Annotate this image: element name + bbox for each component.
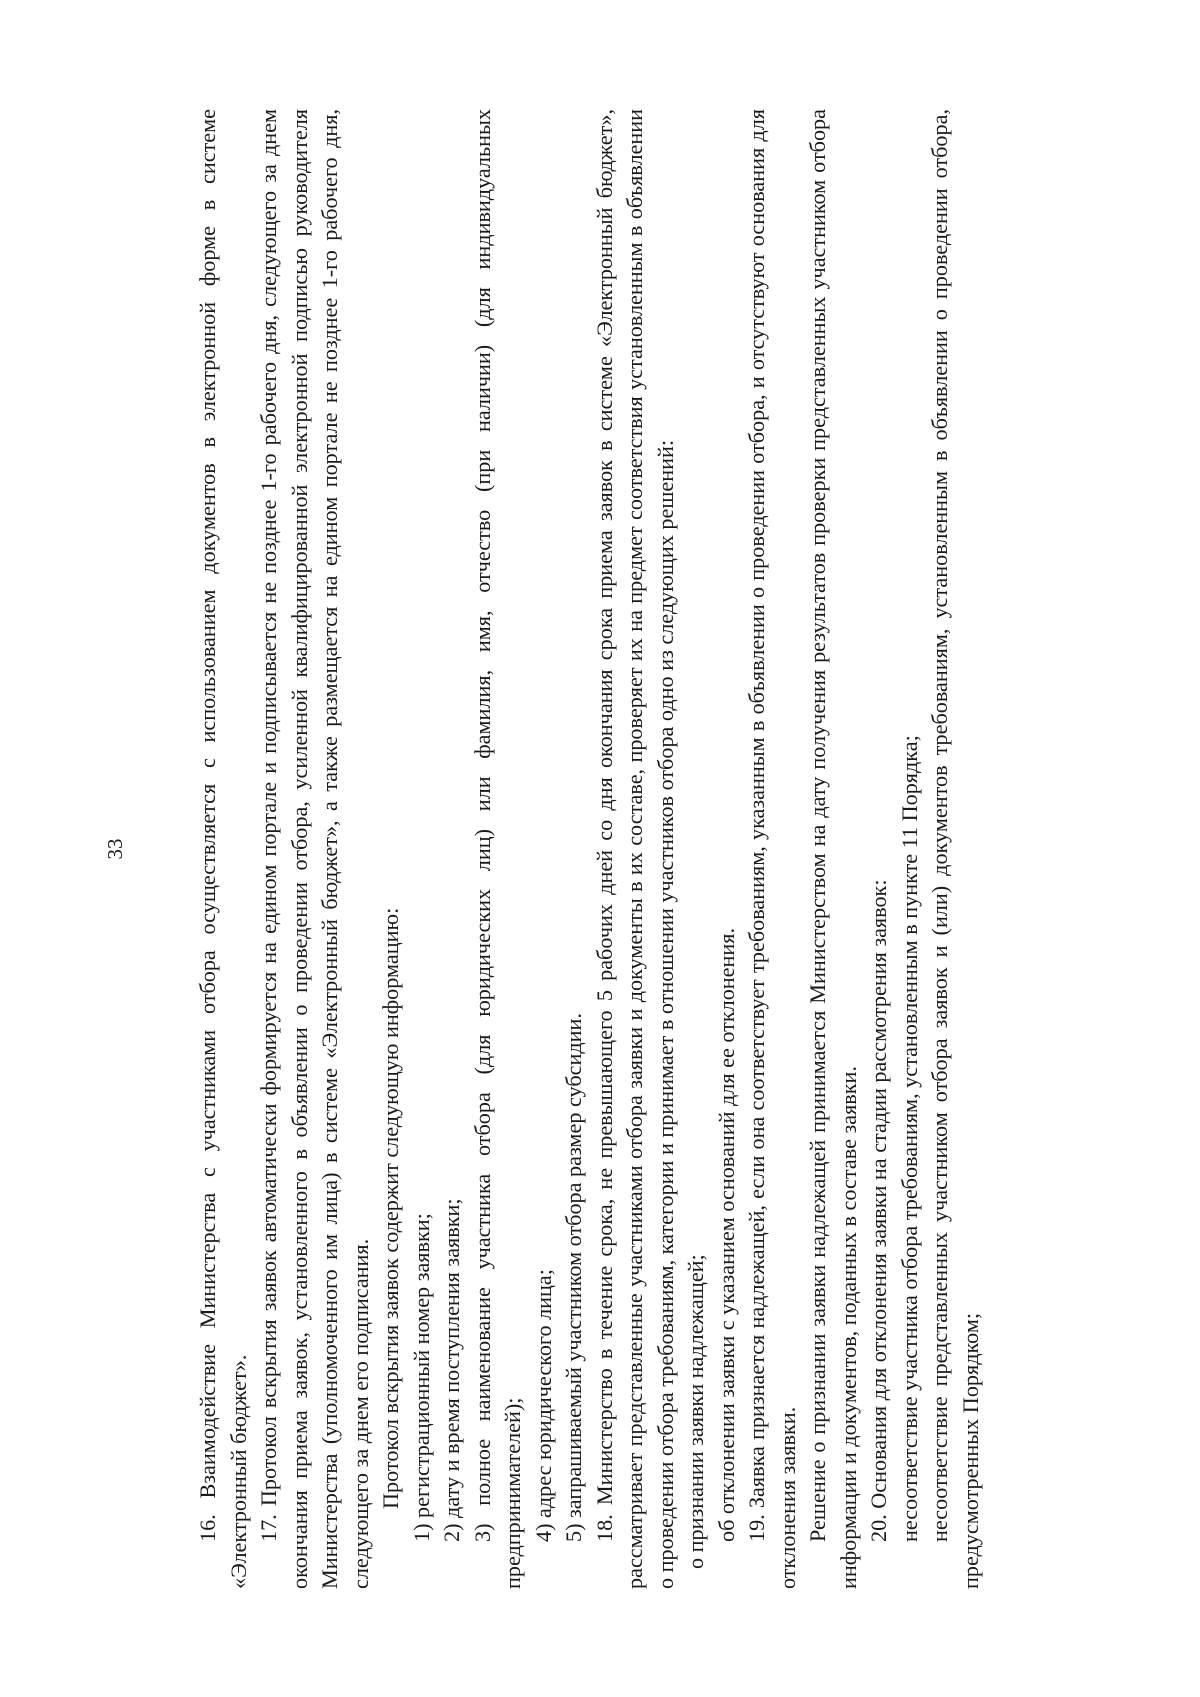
decision-option-accept: о признании заявки надлежащей;: [683, 1253, 708, 1569]
paragraph-18: 18. Министерство в течение срока, не превышающего 5 рабочих дней со дня окончания срока приема заявок в системе «Электронный бюджет», рассматривает представленные участниками отбора заявки и документы в их составе, проверяет их на предмет соответствия установленным в объявлении о проведении отбора требованиям, категории и принимает в отношении участников отбора одно из следующих решений:: [591, 108, 678, 1589]
list-item-3: 3) полное наименование участника отбора (для юридических лиц) или фамилия, имя, отчество (при наличии) (для индивидуальных предпринимателей);: [469, 108, 525, 1589]
list-item-1: 1) регистрационный номер заявки;: [408, 1212, 434, 1542]
paragraph-19: 19. Заявка признается надлежащей, если она соответствует требованиям, указанным в объявлении о проведении отбора, и отсутствуют основания для отклонения заявки.: [744, 108, 800, 1589]
decision-option-reject: об отклонении заявки с указанием оснований для ее отклонения.: [713, 927, 739, 1542]
protocol-intro: Протокол вскрытия заявок содержит следующую информацию:: [378, 907, 403, 1509]
page-number: 33: [103, 838, 127, 859]
rotated-page-content: [95, 79, 1105, 1619]
list-item-5: 5) запрашиваемый участником отбора размер субсидии.: [561, 1012, 586, 1542]
list-item-4: 4) адрес юридического лица;: [530, 1268, 556, 1542]
decision-paragraph: Решение о признании заявки надлежащей принимается Министерством на дату получения результатов проверки представленных участником отбора информации и документов, поданных в составе заявки.: [805, 108, 861, 1589]
rejection-reason-2: несоответствие представленных участником отбора заявок и (или) документов требованиям, установленным в объявлении о проведении отбора, предусмотренных Порядком;: [927, 108, 983, 1589]
paragraph-16: 16. Взаимодействие Министерства с участниками отбора осуществляется с использованием документов в электронной форме в системе «Электронный бюджет».: [195, 108, 251, 1589]
paragraph-20: 20. Основания для отклонения заявки на стадии рассмотрения заявок:: [866, 878, 891, 1542]
rejection-reason-1: несоответствие участника отбора требованиям, установленным в пункте 11 Порядка;: [896, 734, 922, 1542]
list-item-2: 2) дату и время поступления заявки;: [439, 1197, 464, 1542]
document-body: [193, 109, 986, 1589]
paragraph-17: 17. Протокол вскрытия заявок автоматически формируется на едином портале и подписывается не позднее 1-го рабочего дня, следующего за днем окончания приема заявок, установленного в объявлении о проведении отбора, усиленной квалифицированной электронной подписью руководителя Министерства (уполномоченного им лица) в системе «Электронный бюджет», а также размещается на едином портале не позднее 1-го рабочего дня, следующего за днем его подписания.: [256, 108, 373, 1589]
